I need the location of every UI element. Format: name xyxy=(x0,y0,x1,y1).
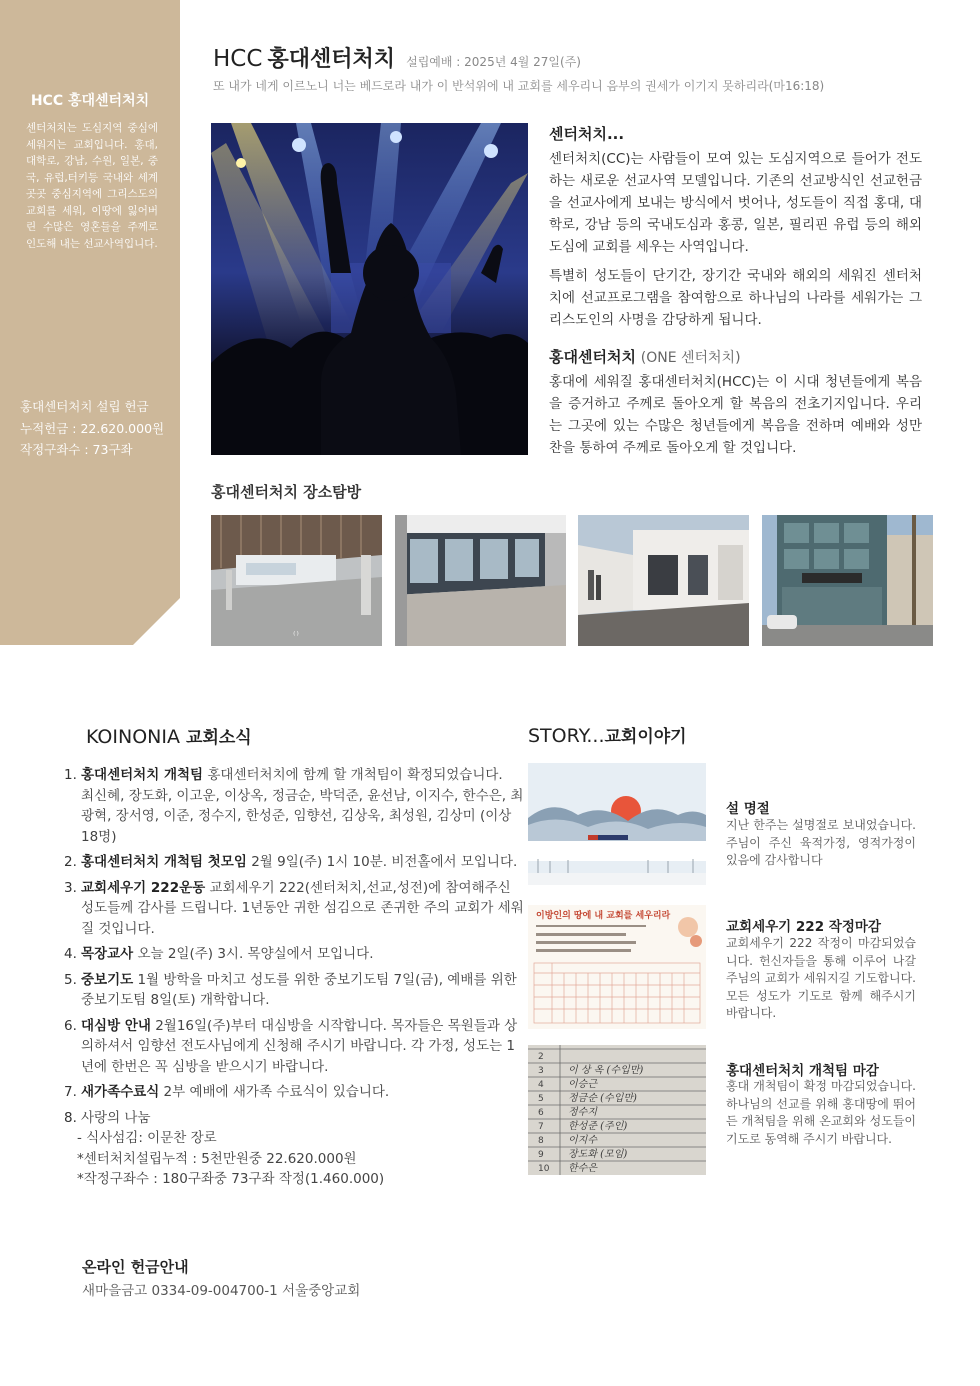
news-head: 대심방 안내 xyxy=(81,1017,151,1034)
online-offering-account: 새마을금고 0334-09-004700-1 서울중앙교회 xyxy=(82,1283,361,1299)
story-title-1: 설 명절 xyxy=(726,801,770,817)
sidebar-description: 센터처치는 도심지역 중심에 세워지는 교회입니다. 홍대, 대학로, 강남, 수원, 일본, 중국, 유럽,터키등 국내와 세계 곳곳 중심지역에 그리스도의 교회를 세워, 이땅에 잃어버린 수많은 영혼들을 주께로 인도해 내는 선교사역입니다. xyxy=(26,122,158,250)
story-title-ko: 교회이야기 xyxy=(604,727,687,747)
fund-title: 홍대센터처치 설립 헌금 xyxy=(20,399,149,414)
news-head: 홍대센터처치 개척팀 xyxy=(81,767,204,783)
row-number: 7 xyxy=(538,1122,544,1132)
news-head: 새가족수료식 xyxy=(81,1084,160,1100)
row-number: 8 xyxy=(538,1136,544,1146)
site-photo-interior-2 xyxy=(395,515,566,646)
site-photo-rooftop xyxy=(578,515,749,646)
news-text: 교회세우기 222(센터처치,선교,성전)에 참여해주신 성도들께 감사를 드립니다. 1년동안 귀한 섬김으로 존귀한 주의 교회가 세워질 것입니다. xyxy=(81,879,524,937)
news-text: 사랑의 나눔 xyxy=(81,1109,151,1126)
fund-count: 작정구좌수 : 73구좌 xyxy=(20,442,133,457)
news-number: 4. xyxy=(64,946,77,962)
news-head: 교회세우기 222운동 xyxy=(81,879,206,896)
page-title xyxy=(213,42,581,73)
sharing-line: *센터처치설립누적 : 5천만원중 22.620.000원 xyxy=(77,1150,357,1167)
story-heading xyxy=(528,722,687,747)
hongdae-paragraph: 홍대에 세워질 홍대센터처치(HCC)는 이 시대 청년들에게 복음을 증거하고 주께로 돌아오게 할 복음의 전초기지입니다. 우리는 그곳에 있는 수많은 청년들에게 복음을 전하며 예배와 성만찬을 통하여 주께로 돌아오게 할 것입니다. xyxy=(549,374,922,456)
news-head: 홍대센터처치 개척팀 첫모임 xyxy=(81,854,247,870)
news-number: 1. xyxy=(64,767,77,783)
news-item-6 xyxy=(64,1016,526,1078)
site-visit-title: 홍대센터처치 장소탐방 xyxy=(211,483,362,501)
bible-verse: 또 내가 네게 이르노니 너는 베드로라 내가 이 반석위에 내 교회를 세우리니 음부의 권세가 이기지 못하리라(마16:18) xyxy=(213,79,825,93)
title-prefix: HCC xyxy=(213,46,263,72)
news-item-1 xyxy=(64,765,526,847)
news-number: 3. xyxy=(64,879,77,896)
site-photo-building xyxy=(762,515,933,646)
handwritten-name: 이 상 옥 (수입만) xyxy=(568,1065,644,1076)
handwritten-name: 한수은 xyxy=(568,1163,597,1174)
handwritten-name: 한성준 (주인) xyxy=(568,1121,628,1132)
centerchurch-paragraph-2: 특별히 성도들이 단기간, 장기간 국내와 해외의 세워진 센터처치에 선교프로그램을 참여함으로 하나님의 나라를 세워가는 그리스도인의 사명을 감당하게 됩니다. xyxy=(549,268,922,328)
form-title: 이방인의 땅에 내 교회를 세우리라 xyxy=(536,911,671,921)
news-item-8 xyxy=(64,1108,526,1129)
news-number: 8. xyxy=(64,1109,77,1126)
news-number: 2. xyxy=(64,854,77,870)
story-image-signup-sheet xyxy=(528,1045,706,1175)
koinonia-title-ko: 교회소식 xyxy=(186,728,252,748)
news-text: 홍대센터처치에 함께 할 개척팀이 확정되었습니다. xyxy=(203,767,503,783)
news-text: 2월 9일(주) 1시 10분. 비전홀에서 모입니다. xyxy=(246,854,518,870)
handwritten-name: 정수지 xyxy=(568,1107,597,1118)
sharing-line: - 식사섬김: 이문찬 장로 xyxy=(77,1130,217,1146)
svg-text:( ): ( ) xyxy=(293,631,299,637)
founding-date: 설립예배 : 2025년 4월 27일(주) xyxy=(406,55,581,69)
centerchurch-heading: 센터처치... xyxy=(549,125,625,143)
handwritten-name: 정금순 (수입만) xyxy=(568,1093,637,1104)
news-number: 7. xyxy=(64,1084,77,1100)
hongdae-heading-sub: (ONE 센터처치) xyxy=(640,350,741,366)
row-number: 10 xyxy=(538,1164,550,1174)
news-number: 6. xyxy=(64,1017,77,1034)
handwritten-name: 장도화 (모임) xyxy=(568,1149,628,1160)
row-number: 3 xyxy=(538,1066,544,1076)
koinonia-title-en: KOINONIA xyxy=(86,726,180,748)
news-extra: 최신혜, 장도화, 이고운, 이상옥, 정금순, 박덕준, 윤선남, 이지수, 한수은, 최광혁, 장서영, 이준, 정수지, 한성준, 임향선, 김상욱, 최성원, 김상미 (이상 18명) xyxy=(81,787,524,845)
handwritten-name: 이지수 xyxy=(568,1135,597,1146)
sharing-line: *작정구좌수 : 180구좌중 73구좌 작정(1.460.000) xyxy=(77,1171,385,1187)
row-number: 6 xyxy=(538,1108,544,1118)
news-head: 목장교사 xyxy=(81,946,134,962)
story-title-3: 홍대센터처치 개척팀 마감 xyxy=(726,1063,879,1079)
news-item-4 xyxy=(64,944,526,965)
church-news-list xyxy=(64,765,526,1190)
story-image-pledge-form xyxy=(528,905,706,1029)
row-number: 2 xyxy=(538,1052,544,1062)
story-text-1: 지난 한주는 설명절로 보내었습니다. 주님이 주신 육적가정, 영적가정이 있음에 감사합니다 xyxy=(726,818,916,867)
story-text-3: 홍대 개척팀이 확정 마감되었습니다. 하나님의 선교를 위해 홍대땅에 뛰어든 개척팀을 위해 온교회와 성도들이 기도로 동역해 주시기 바랍니다. xyxy=(726,1079,916,1146)
news-item-3 xyxy=(64,878,526,940)
news-item-5 xyxy=(64,970,526,1011)
title-name: 홍대센터처치 xyxy=(267,47,396,72)
online-offering-title: 온라인 헌금안내 xyxy=(82,1258,189,1276)
site-photo-interior-1 xyxy=(211,515,382,646)
news-head: 중보기도 xyxy=(81,971,134,988)
hongdae-heading xyxy=(549,346,741,367)
story-title-2: 교회세우기 222 작정마감 xyxy=(726,919,881,935)
news-item-7 xyxy=(64,1082,526,1103)
hongdae-heading-main: 홍대센터처치 xyxy=(549,348,636,366)
sidebar-fund-stats xyxy=(20,396,164,461)
koinonia-heading xyxy=(86,723,252,748)
fund-total: 누적헌금 : 22.620.000원 xyxy=(20,420,165,436)
row-number: 9 xyxy=(538,1150,544,1160)
sidebar-title: HCC 홍대센터처치 xyxy=(30,93,150,109)
worship-concert-image xyxy=(211,123,528,455)
news-text: 1월 방학을 마치고 성도를 위한 중보기도팀 7일(금), 예배를 위한 중보기도팀 8일(토) 개학합니다. xyxy=(81,971,517,1008)
sharing-details xyxy=(64,1128,526,1190)
handwritten-name: 이승근 xyxy=(568,1079,597,1090)
story-title-en: STORY... xyxy=(528,725,605,747)
news-number: 5. xyxy=(64,971,77,988)
row-number: 4 xyxy=(538,1080,544,1090)
news-text: 2월16일(주)부터 대심방을 시작합니다. 목자들은 목원들과 상의하셔서 임향선 전도사님에게 신청해 주시기 바랍니다. 각 가정, 성도는 1년에 한번은 꼭 심방을 받으시기 바랍니다. xyxy=(81,1017,518,1075)
story-image-winter-landscape xyxy=(528,763,706,885)
row-number: 5 xyxy=(538,1094,544,1104)
centerchurch-paragraph-1: 센터처치(CC)는 사람들이 모여 있는 도심지역으로 들어가 전도하는 새로운 선교사역 모델입니다. 기존의 선교방식인 선교헌금을 선교사에게 보내는 방식에서 벗어나, 성도들이 직접 홍대, 대학로, 강남 등의 국내도심과 홍콩, 일본, 필리핀 유럽 등의 해외도심에 교회를 세우는 사역입니다. xyxy=(549,151,922,255)
story-text-2: 교회세우기 222 작정이 마감되었습니다. 헌신자들을 통해 이루어 나갈 주님의 교회가 세워지길 기도합니다. 모든 성도가 기도로 함께 해주시기 바랍니다. xyxy=(726,936,916,1020)
news-text: 오늘 2일(주) 3시. 목양실에서 모입니다. xyxy=(133,946,374,962)
news-item-2 xyxy=(64,852,526,873)
news-text: 2부 예배에 새가족 수료식이 있습니다. xyxy=(159,1084,390,1100)
